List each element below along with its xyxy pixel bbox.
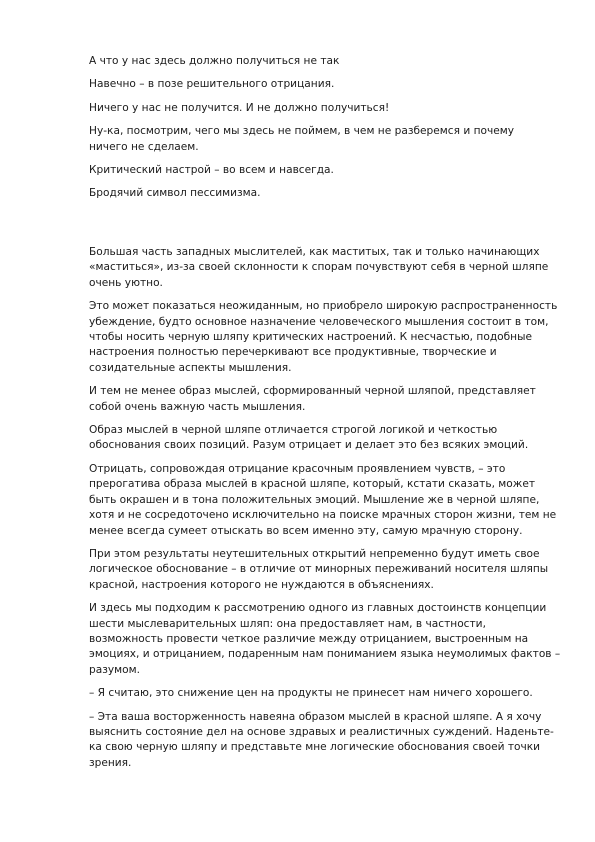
body-paragraph: Это может показаться неожиданным, но приобрело широкую распространенность убеждение, будто основное назначение человеческого мышления состоит в том, чтобы носить черную шляпу критических настроений. К несчастью, подобные настроения полностью перечеркивают все продуктивные, творческие и созидательные аспекты мышления. bbox=[89, 300, 558, 374]
body-paragraph: Большая часть западных мыслителей, как маститых, так и только начинающих «маститься», из-за своей склонности к спорам почувствуют себя в черной шляпе очень уютно. bbox=[89, 246, 549, 289]
body-paragraph: И здесь мы подходим к рассмотрению одного из главных достоинств концепции шести мыслеварительных шляп: она предоставляет нам, в частности, возможность провести четкое различие между отрицанием, выстроенным на эмоциях, и отрицанием, подаренным нам пониманием языка неумолимых фактов – разумом. bbox=[89, 602, 561, 676]
intro-line: Ну-ка, посмотрим, чего мы здесь не поймем, в чем не разберемся и почему ничего не сделаем. bbox=[89, 125, 515, 153]
intro-line: Навечно – в позе решительного отрицания. bbox=[89, 78, 335, 91]
body-paragraph: И тем не менее образ мыслей, сформированный черной шляпой, представляет собой очень важную часть мышления. bbox=[89, 385, 536, 413]
body-paragraph: Образ мыслей в черной шляпе отличается строгой логикой и четкостью обоснования своих позиций. Разум отрицает и делает это без всяких эмоций. bbox=[89, 424, 529, 452]
intro-line: Критический настрой – во всем и навсегда. bbox=[89, 164, 334, 177]
intro-line: Бродячий символ пессимизма. bbox=[89, 187, 261, 200]
intro-line: А что у нас здесь должно получиться не так bbox=[89, 55, 340, 67]
body-section bbox=[89, 245, 561, 779]
intro-section bbox=[89, 54, 549, 210]
body-paragraph: – Эта ваша восторженность навеяна образом мыслей в красной шляпе. А я хочу выяснить состояние дел на основе здравых и реалистичных суждений. Наденьте-ка свою черную шляпу и представьте мне логические обоснования своей точки зрения. bbox=[89, 710, 554, 769]
body-paragraph: Отрицать, сопровождая отрицание красочным проявлением чувств, – это прерогатива образа мыслей в красной шляпе, который, кстати сказать, может быть окрашен и в тона положительных эмоций. Мышление же в черной шляпе, хотя и не сосредоточено исключительно на поиске мрачных сторон жизни, тем не менее всегда сумеет отыскать во всем именно эту, самую мрачную сторону. bbox=[89, 462, 557, 537]
body-paragraph: – Я считаю, это снижение цен на продукты не принесет нам ничего хорошего. bbox=[89, 687, 533, 700]
intro-line: Ничего у нас не получится. И не должно получиться! bbox=[89, 101, 390, 114]
body-paragraph: При этом результаты неутешительных открытий непременно будут иметь свое логическое обоснование – в отличие от минорных переживаний носителя шляпы красной, настроения которого не нуждаются в объяснениях. bbox=[89, 547, 549, 591]
